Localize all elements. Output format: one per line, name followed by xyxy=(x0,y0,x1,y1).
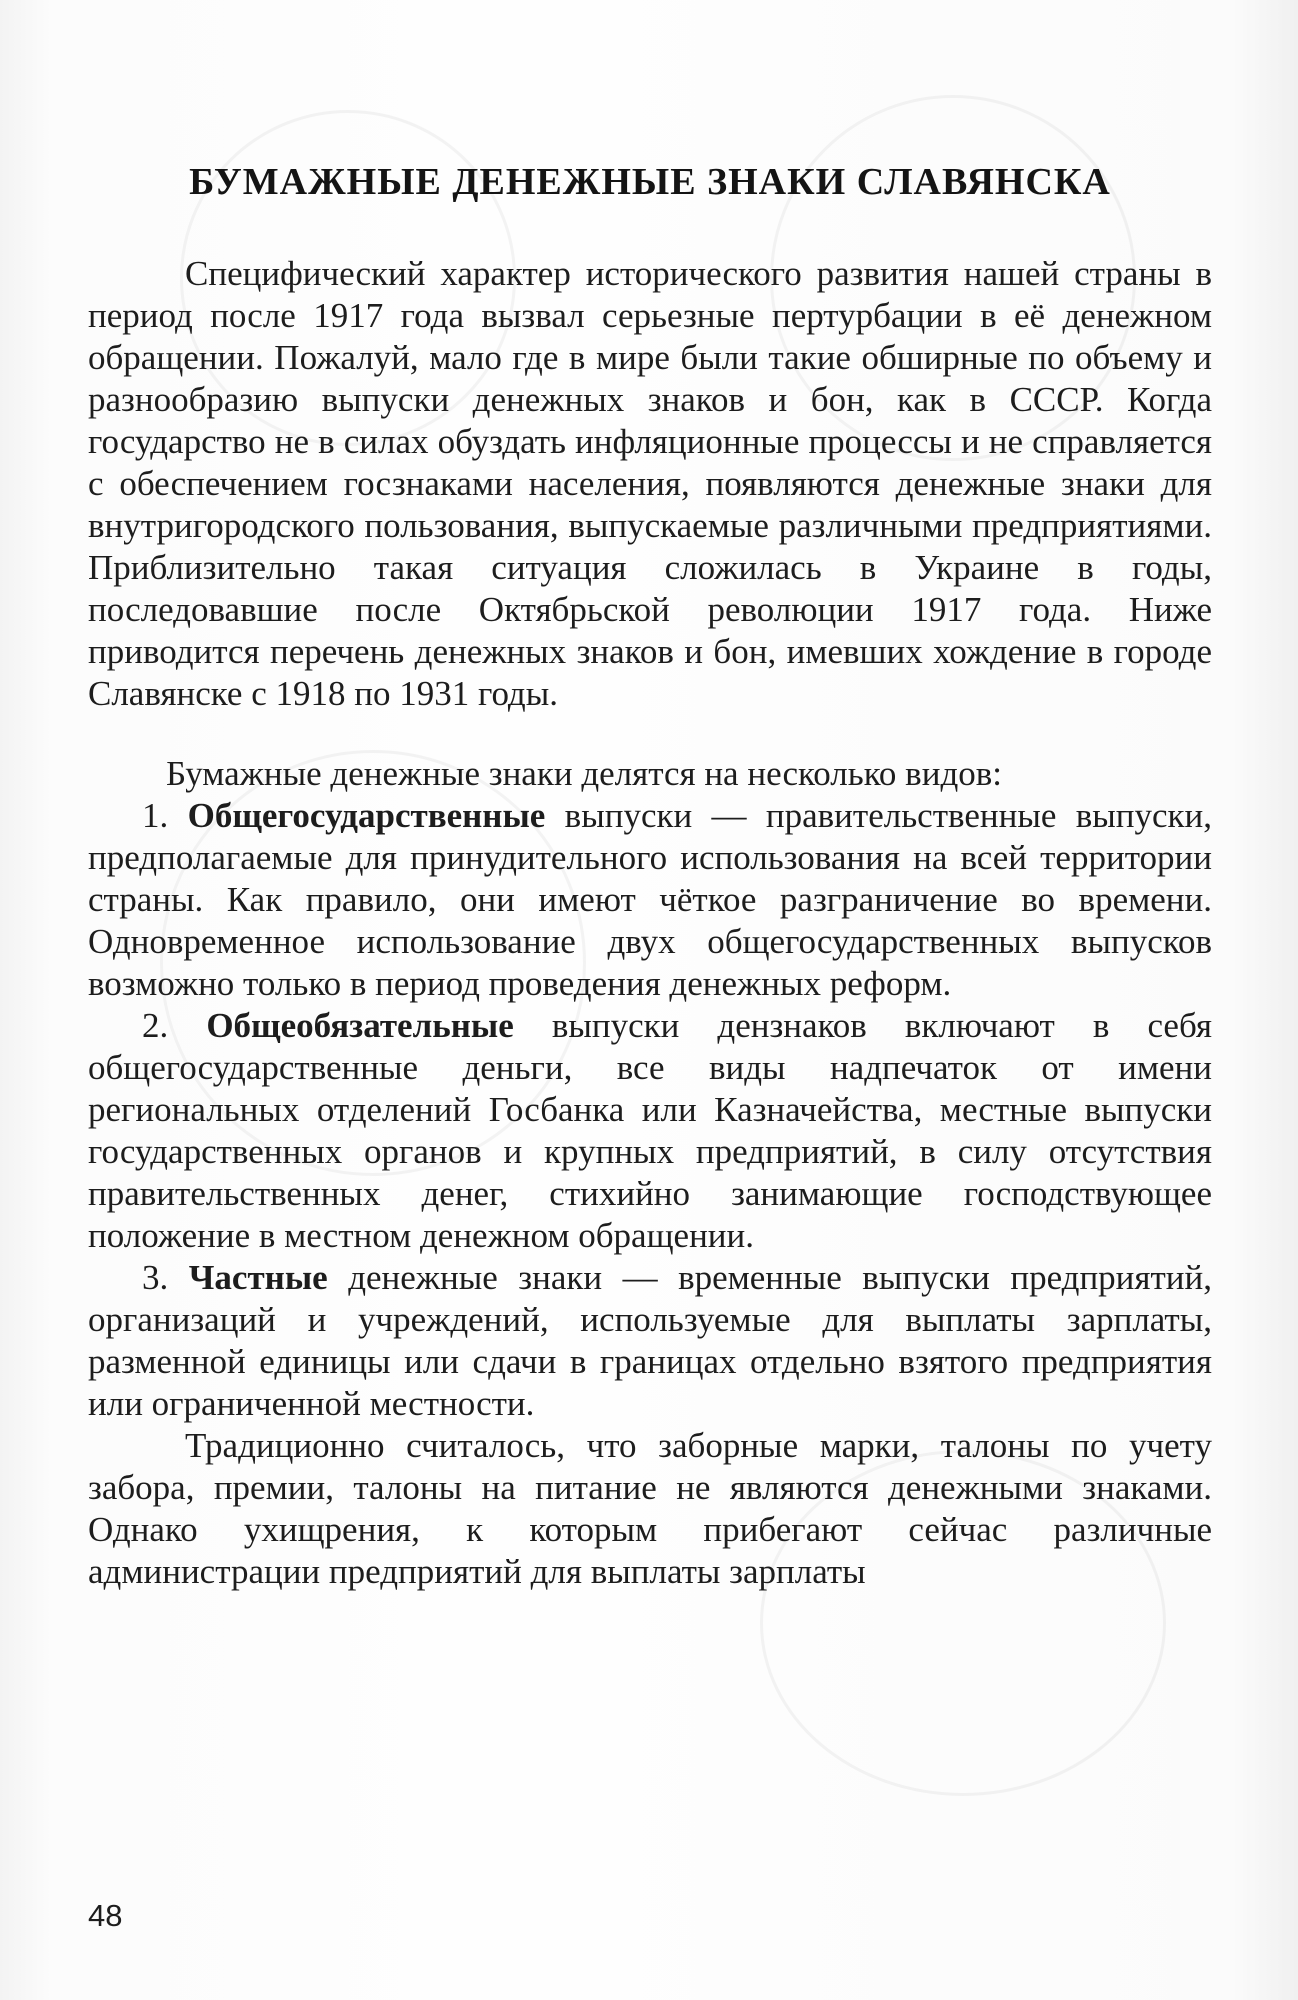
page-title: БУМАЖНЫЕ ДЕНЕЖНЫЕ ЗНАКИ СЛАВЯНСКА xyxy=(189,161,1111,203)
list-item-number: 2. xyxy=(142,1006,169,1045)
types-heading: Бумажные денежные знаки делятся на несколько видов: xyxy=(166,754,1003,793)
intro-paragraph: Специфический характер исторического развития нашей страны в период после 1917 года вызвал серьезные пертурбации в её денежном обращении. Пожалуй, мало где в мире были такие обширные по объему и разнообразию выпуски денежных знаков и бон, как в СССР. Когда государство не в силах обуздать инфляционные процессы и не справляется с обеспечением госзнаками населения, появляются денежные знаки для внутригородского пользования, выпускаемые различными предприятиями. Приблизительно такая ситуация сложилась в Украине в годы, последовавшие после Октябрьской революции 1917 года. Ниже приводится перечень денежных знаков и бон, имевших хождение в городе Славянске с 1918 по 1931 годы. xyxy=(88,254,1212,713)
list-item-text: выпуски — правительственные выпуски, предполагаемые для принудительного использования на всей территории страны. Как правило, они имеют чёткое разграничение во времени. Одновременное использование двух общегосударственных выпусков возможно только в период проведения денежных реформ. xyxy=(88,796,1213,1003)
list-item-text: денежные знаки — временные выпуски предприятий, организаций и учреждений, используемые для выплаты зарплаты, разменной единицы или сдачи в границах отдельно взятого предприятия или ограниченной местности. xyxy=(88,1258,1213,1423)
closing-paragraph: Традиционно считалось, что заборные марки, талоны по учету забора, премии, талоны на питание не являются денежными знаками. Однако ухищрения, к которым прибегают сейчас различные администрации предприятий для выплаты зарплаты xyxy=(88,1426,1212,1591)
list-item-term: Частные xyxy=(188,1258,328,1297)
list-item-term: Общегосударственные xyxy=(187,796,546,835)
list-item-text: выпуски дензнаков включают в себя общегосударственные деньги, все виды надпечаток от имени региональных отделений Госбанка или Казначейства, местные выпуски государственных органов и крупных предприятий, в силу отсутствия правительственных денег, стихийно занимающие господствующее положение в местном денежном обращении. xyxy=(88,1006,1212,1255)
page-content xyxy=(88,160,1212,1593)
list-item-mandatory-issues xyxy=(88,1005,1212,1257)
list-item-number: 3. xyxy=(142,1258,169,1297)
list-item-term: Общеобязательные xyxy=(206,1006,514,1045)
list-item-number: 1. xyxy=(142,796,169,835)
page-number: 48 xyxy=(88,1898,123,1933)
list-item-private-issues xyxy=(88,1257,1212,1425)
list-item-state-issues xyxy=(88,795,1212,1005)
